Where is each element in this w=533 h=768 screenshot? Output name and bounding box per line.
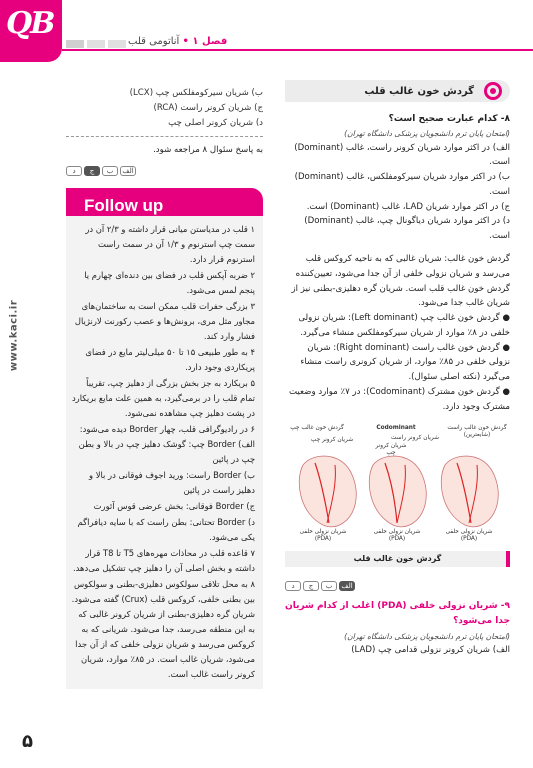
figure-sub-2: شریان کرونر راست [391, 434, 439, 441]
answer-choice: ج [303, 581, 319, 591]
question-9-text: ۹- شریان نزولی خلفی (PDA) اغلب از کدام شریان جدا می‌شود؟ [285, 600, 510, 627]
answer-choice: ج [84, 166, 100, 176]
chapter-name: آناتومی قلب [128, 36, 180, 47]
follow-up-item: ب) Border راست: ورید اجوف فوقانی در بالا و دهلیز راست در پائین [89, 470, 255, 496]
heart-right [441, 456, 498, 527]
follow-up-item: ۶ در رادیوگرافی قلب، چهار Border دیده می‌شود: [79, 423, 255, 434]
answer-choice: ب [321, 581, 337, 591]
heart-left [299, 456, 356, 527]
follow-up-item: ۷ قاعده قلب در محاذات مهره‌های T5 تا T8 قرار داشته و بخش اصلی آن را دهلیز چپ تشکیل می‌دهد. [73, 548, 255, 574]
explanation-codominant: ● گردش خون مشترک (Codominant): در ۷٪ موارد وضعیت مشترک وجود دارد. [288, 387, 510, 412]
heart-figure [285, 425, 510, 567]
follow-up-title: Follow up [66, 188, 263, 216]
follow-up-item: ۵ بریکارد به جز بخش بزرگی از دهلیز چپ، تقریباً تمام قلب را در برمی‌گیرد، به همین علت مایع بریکارد در پشت دهلیز چپ مشاهده نمی‌شود. [71, 377, 255, 418]
follow-up-item: ۴ به طور طبیعی ۱۵ تا ۵۰ میلی‌لیتر مایع در فضای پریکاردی وجود دارد. [85, 346, 255, 372]
answer-choice: د [66, 166, 82, 176]
answer-choice: ب [102, 166, 118, 176]
question-8-source: (امتحان پایان ترم دانشجویان پزشکی دانشگاه تهران) [344, 129, 510, 139]
q8-option-d: د) در اکثر موارد شریان دیاگونال چپ، غالب (Dominant) است. [304, 216, 510, 242]
answer-choice: د [285, 581, 301, 591]
answer-key [66, 166, 263, 176]
q8-option-a: الف) در اکثر موارد شریان کرونر راست، غالب (Dominant) است. [294, 142, 510, 168]
figure-foot-2: شریان نزولی خلفی (PDA) [373, 528, 421, 543]
q9-option-a: الف) شریان کرونر نزولی قدامی چپ (LAD) [351, 644, 510, 655]
target-icon [484, 82, 502, 100]
chapter-title [128, 36, 227, 47]
header-rule [62, 49, 533, 51]
follow-up-item: ج) Border فوقانی: بخش عرضی قوس آئورت [93, 501, 255, 512]
figure-sub-1: شریان کرونر چپ [310, 436, 354, 443]
page-number: ۵ [22, 731, 33, 752]
follow-up-item: ۳ بزرگی حفرات قلب ممکن است به ساختمان‌های مجاور مثل مری، برونش‌ها و عصب رکورنت لارنژیال فشار وارد کند. [74, 300, 255, 341]
chapter-number: فصل ۱ • [182, 36, 228, 47]
site-watermark [4, 280, 24, 400]
question-9 [285, 599, 510, 630]
divider [66, 136, 263, 137]
book-logo [0, 0, 62, 62]
section-title: گردش خون غالب قلب [364, 86, 474, 97]
answer-key-right [285, 581, 510, 591]
follow-up-item: د) Border تحتانی: بطن راست که با سایه دیافراگم یکی می‌شود. [77, 517, 255, 543]
q8-option-b: ب) در اکثر موارد شریان سیرکومفلکس، غالب (Dominant) است. [294, 172, 510, 197]
q8-option-c: ج) در اکثر موارد شریان LAD، غالب (Dominant) است. [306, 201, 510, 212]
site-url: www.kaci.ir [8, 299, 20, 372]
answer-choice: الف [120, 166, 136, 176]
heart-co [369, 456, 426, 527]
explanation-left: ● گردش خون غالب چپ (Left dominant): شریان نزولی خلفی در ۸٪ موارد از شریان سیرکومفلکس منشاء می‌گیرد. [298, 313, 510, 338]
figure-caption: گردش خون غالب قلب [285, 551, 510, 567]
right-column [285, 80, 510, 657]
question-8: ۸- کدام عبارت صحیح است؟ [388, 114, 510, 124]
follow-up-item: الف) Border چپ: گوشک دهلیز چپ در بالا و بطن چپ در پائین [78, 439, 255, 465]
figure-head-right: گردش خون غالب راست (شایعترین) [447, 424, 507, 439]
follow-up-body [66, 216, 263, 689]
follow-up-item: ۸ به محل تلاقی سولکوس دهلیزی-بطنی و سولکوس بین بطنی خلفی، کروکس قلب (Crux) گفته می‌شود. شریان گره دهلیزی-بطنی از شریان کرونر غالبی که به این منطقه می‌رسد، جدا می‌شود. شریانی که به کروکس می‌رسد و شریان نزولی خلفی که از آن جدا می‌شود، شریان غالب است. در ۸۵٪ موارد، شریان کرونر راست غالب است. [71, 579, 255, 679]
figure-foot-3: شریان نزولی خلفی (PDA) [445, 528, 493, 543]
figure-head-co: Codominant [376, 424, 416, 431]
option-d: د) شریان کرونر اصلی چپ [168, 117, 263, 128]
explanation-right: ● گردش خون غالب راست (Right dominant): شریان نزولی خلفی در ۸۵٪ موارد، از شریان کرونری راست منشاء می‌گیرد (نکته اصلی سئوال). [300, 342, 510, 383]
header-decoration [66, 40, 126, 48]
follow-up-item: ۲ ضربه آپکس قلب در فضای بین دنده‌ای چهارم یا پنجم لمس می‌شود. [84, 269, 255, 295]
answer-reference: به پاسخ سئوال ۸ مراجعه شود. [153, 145, 263, 156]
option-c: ج) شریان کرونر راست (RCA) [153, 102, 263, 113]
question-9-source: (امتحان پایان ترم دانشجویان پزشکی دانشگاه تهران) [344, 631, 510, 641]
follow-up-item: ۱ قلب در مدیاستن میانی قرار داشته و ۲/۳ آن در سمت چپ استرنوم و ۱/۳ آن در سمت راست استرنوم قرار دارد. [85, 224, 255, 265]
answer-choice: الف [339, 581, 355, 591]
logo-text: QB [6, 6, 54, 41]
figure-sub-3: شریان کرونر چپ [375, 442, 407, 457]
figure-head-left: گردش خون غالب چپ [290, 424, 344, 431]
explanation-intro: گردش خون غالب: شریان غالبی که به ناحیه کروکس قلب می‌رسد و شریان نزولی خلفی از آن جدا می‌شود، تعیین‌کننده گردش خون غالب قلب است. شریان گره دهلیزی-بطنی نیز از شریان غالب جدا می‌شود. [291, 253, 510, 309]
left-column [66, 86, 263, 689]
figure-foot-1: شریان نزولی خلفی (PDA) [299, 528, 347, 543]
page-header [0, 0, 533, 62]
section-header [285, 80, 510, 102]
option-b: ب) شریان سیرکومفلکس چپ (LCX) [129, 88, 263, 98]
